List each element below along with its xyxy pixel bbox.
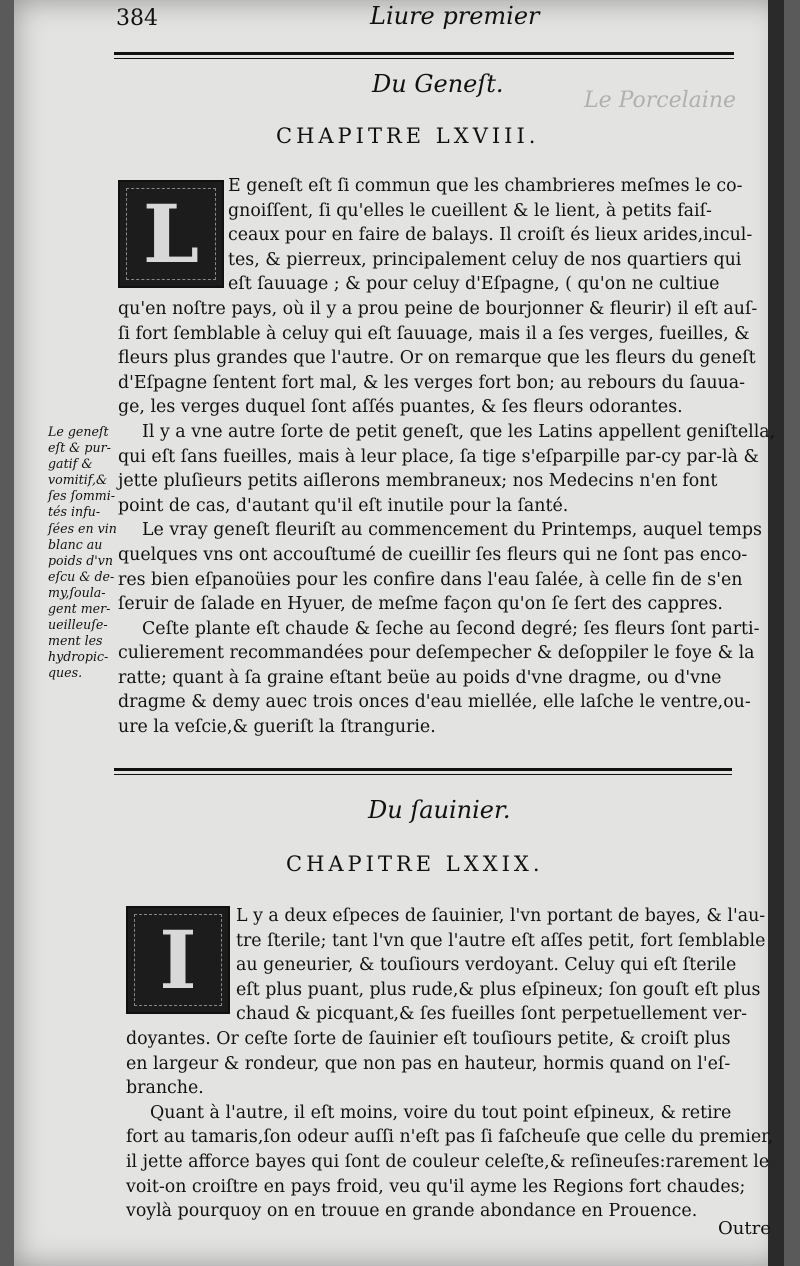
header-rule	[114, 52, 734, 55]
margin-line: ueilleuſe-	[48, 617, 108, 633]
margin-line: Le geneſt	[48, 424, 109, 439]
chapter-heading-lxxix: CHAPITRE LXXIX.	[286, 852, 544, 876]
text-line: en largeur & rondeur, que non pas en hauteur, hormis quand on l'eſ-	[126, 1053, 731, 1074]
text-line: voylà pourquoy on en trouue en grande abondance en Prouence.	[126, 1201, 698, 1222]
section2-body	[126, 904, 773, 1224]
text-line: eſt ſauuage ; & pour celuy d'Eſpagne, ( qu'on ne cultiue	[228, 274, 720, 295]
section-title-sauinier: Du ſauinier.	[368, 796, 511, 824]
margin-line: ſées en vin	[48, 520, 117, 536]
decorated-initial-i: I	[126, 906, 230, 1014]
text-line: E geneſt eſt ſi commun que les chambrieres meſmes le co-	[228, 176, 743, 196]
text-line: tre ſterile; tant l'vn que l'autre eſt aſſes petit, fort ſemblable	[236, 930, 766, 951]
text-line: fleurs plus grandes que l'autre. Or on remarque que les fleurs du geneſt	[118, 348, 756, 369]
text-line: jette pluſieurs petits aiſlerons membraneux; nos Medecins n'en font	[118, 471, 718, 492]
text-line: Quant à l'autre, il eſt moins, voire du tout point eſpineux, & retire	[150, 1102, 732, 1123]
margin-line: my,ſoula-	[48, 584, 106, 600]
text-line: d'Eſpagne ſentent fort mal, & les verges fort bon; au rebours du ſauua-	[118, 372, 745, 393]
section-divider	[114, 768, 732, 771]
catchword: Outre	[718, 1218, 771, 1239]
text-line: quelques vns ont accouſtumé de cueillir ſes fleurs qui ne ſont pas enco-	[118, 544, 748, 565]
margin-line: hydropic-	[48, 649, 109, 665]
text-line: Il y a vne autre ſorte de petit geneſt, que les Latins appellent geniſtella,	[142, 421, 776, 442]
text-line: voit-on croiſtre en pays froid, veu qu'il ayme les Regions fort chaudes;	[126, 1176, 746, 1197]
text-line: point de cas, d'autant qu'il eſt inutile pour la ſanté.	[118, 495, 569, 516]
page-number: 384	[116, 6, 158, 31]
text-line: doyantes. Or ceſte ſorte de ſauinier eſt touſiours petite, & croiſt plus	[126, 1028, 731, 1049]
decorated-initial-l: L	[118, 180, 224, 288]
text-line: ge, les verges duquel ſont aſſés puantes, & ſes fleurs odorantes.	[118, 397, 683, 418]
text-line: eſt plus puant, plus rude,& plus eſpineux; ſon gouſt eſt plus	[236, 979, 761, 1000]
margin-line: ques.	[48, 665, 83, 681]
margin-line: ſes ſommi-	[48, 488, 115, 504]
chapter-heading-lxviii: CHAPITRE LXVIII.	[276, 124, 540, 148]
margin-line: poids d'vn	[48, 552, 113, 568]
text-line: ceaux pour en faire de balays. Il croiſt és lieux arides,incul-	[228, 225, 753, 246]
text-line: ratte; quant à ſa graine eſtant beüe au poids d'vne dragme, ou d'vne	[118, 667, 722, 688]
bleed-through-text: Le Porcelaine	[584, 88, 737, 113]
text-line: tes, & pierreux, principalement celuy de nos quartiers qui	[228, 249, 742, 270]
text-line: qui eſt ſans fueilles, mais à leur place, ſa tige s'eſparpille par-cy par-là &	[118, 446, 759, 467]
section-title-genest: Du Geneſt.	[372, 70, 504, 98]
margin-line: ment les	[48, 633, 103, 649]
text-line: ſi fort ſemblable à celuy qui eſt ſauuage, mais il a ſes verges, fueilles, &	[118, 323, 750, 344]
text-line: culierement recommandées pour deſempecher & deſoppiler le foye & la	[118, 643, 755, 664]
text-line: dragme & demy auec trois onces d'eau miellée, elle laſche le ventre,ou-	[118, 692, 751, 713]
text-line: ſeruir de ſalade en Hyuer, de meſme façon qu'on ſe ſert des cappres.	[118, 594, 723, 615]
margin-line: vomitif,&	[48, 472, 108, 488]
book-page	[14, 0, 784, 1266]
margin-line: eſcu & de-	[48, 568, 115, 584]
text-line: au geneurier, & touſiours verdoyant. Celuy qui eſt ſterile	[236, 955, 737, 976]
marginal-note	[48, 424, 117, 682]
text-line: res bien eſpanoüies pour les confire dans l'eau ſalée, à celle fin de s'en	[118, 569, 743, 590]
margin-line: gent mer-	[48, 601, 111, 617]
text-line: L y a deux eſpeces de ſauinier, l'vn portant de bayes, & l'au-	[236, 906, 766, 926]
text-line: il jette afforce bayes qui ſont de couleur celeſte,& reſineuſes:rarement le	[126, 1151, 770, 1172]
text-line: chaud & picquant,& ſes fueilles ſont perpetuellement ver-	[236, 1004, 748, 1025]
text-line: gnoiſſent, ſi qu'elles le cueillent & le lient, à petits faiſ-	[228, 200, 712, 221]
header-rule-thin	[114, 58, 734, 59]
text-line: branche.	[126, 1078, 204, 1099]
section-divider-thin	[114, 774, 732, 775]
margin-line: blanc au	[48, 536, 103, 552]
text-line: ure la veſcie,& gueriſt la ſtrangurie.	[118, 717, 436, 738]
margin-line: eſt & pur-	[48, 440, 111, 456]
text-line: Le vray geneſt fleuriſt au commencement du Printemps, auquel temps	[142, 520, 762, 541]
margin-line: gatif &	[48, 456, 93, 472]
margin-line: tés infu-	[48, 504, 101, 520]
text-line: qu'en noſtre pays, où il y a prou peine de bourjonner & fleurir) il eſt auſ-	[118, 298, 758, 319]
running-head: Liure premier	[370, 2, 540, 30]
text-line: fort au tamaris,ſon odeur auſſi n'eſt pas ſi faſcheuſe que celle du premier,	[126, 1127, 774, 1148]
section1-body	[118, 174, 775, 740]
text-line: Ceſte plante eſt chaude & ſeche au ſecond degré; ſes fleurs ſont parti-	[142, 618, 760, 639]
